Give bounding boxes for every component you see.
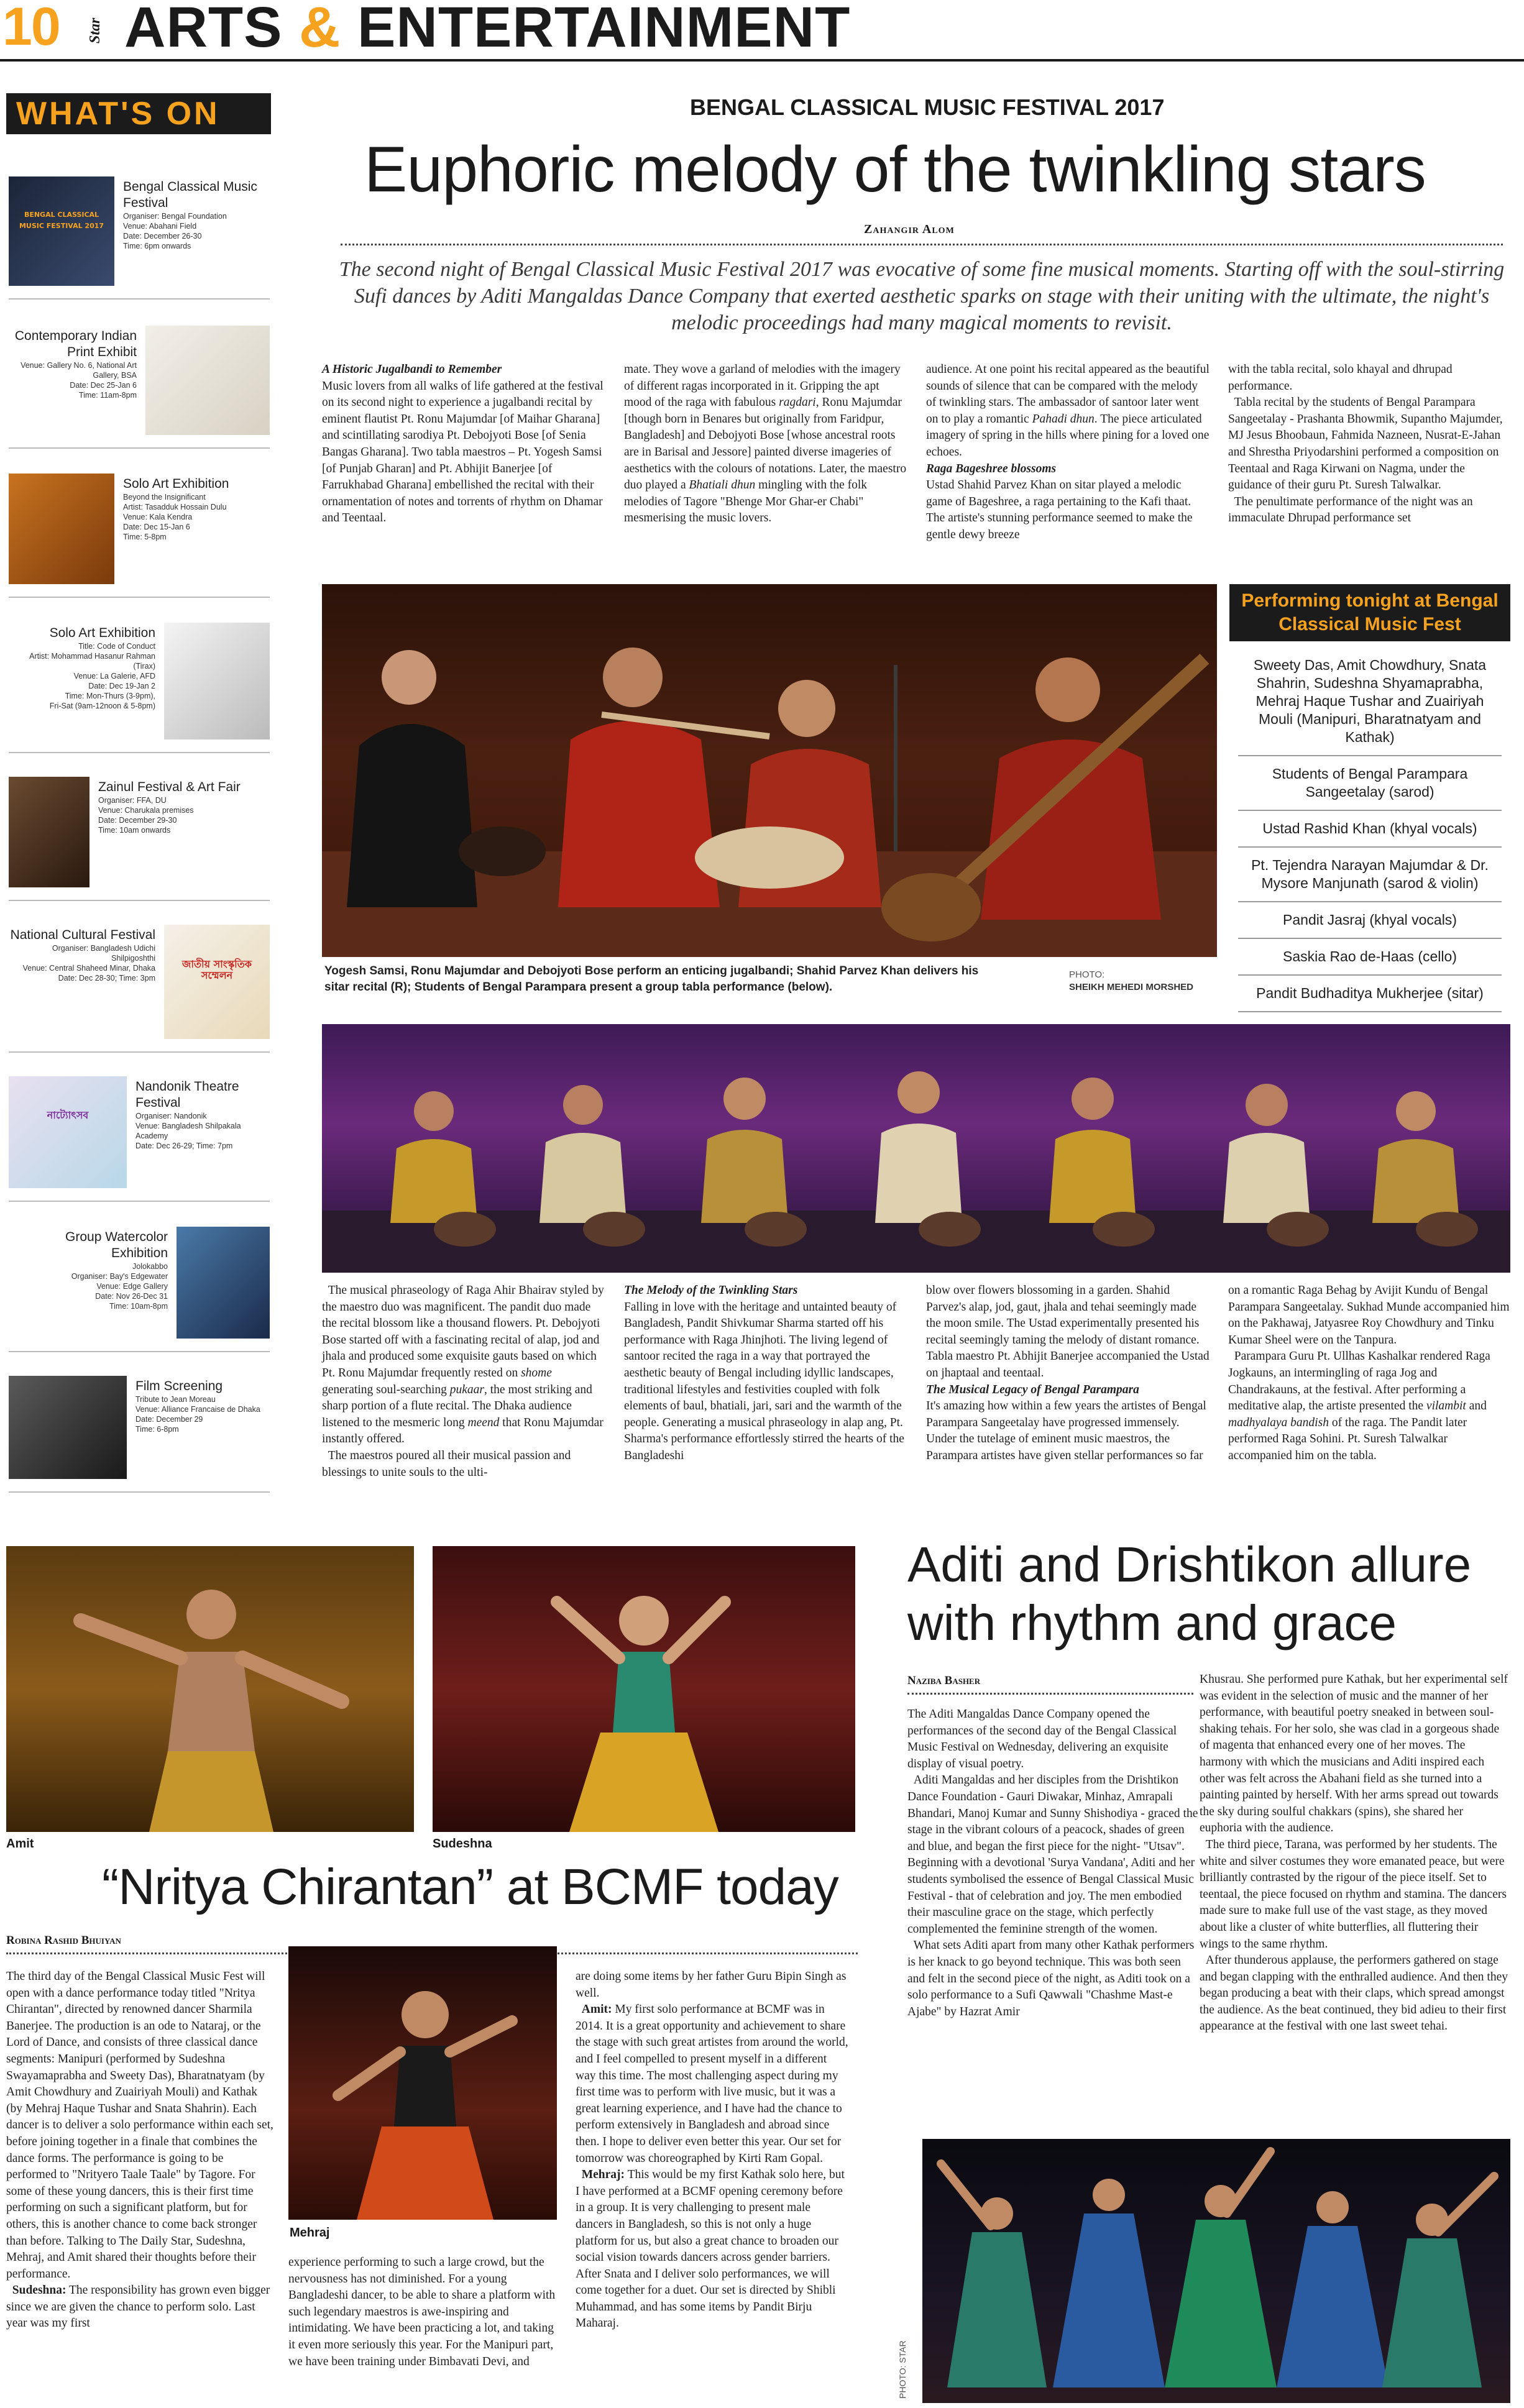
mehraj-photo <box>288 1946 557 2220</box>
performer-entry: Students of Bengal Parampara Sangeetalay (sarod) <box>1238 756 1502 811</box>
masthead-rule <box>0 59 1524 62</box>
article3-rule <box>907 1693 1193 1695</box>
event-detail: Date: Dec 15-Jan 6 <box>123 523 190 531</box>
article3-headline-line1: Aditi and Drishtikon allure <box>907 1537 1472 1592</box>
event-detail: Organiser: Nandonik <box>135 1112 207 1120</box>
event-detail: Date: Dec 26-29; Time: 7pm <box>135 1142 233 1150</box>
whats-on-item <box>9 768 270 901</box>
photo-credit: SHEIKH MEHEDI MORSHED <box>1069 982 1194 992</box>
event-title: Nandonik Theatre Festival <box>135 1079 239 1110</box>
article2-col2: experience performing to such a large crowd, but the nervousness has not diminished. For a young Bangladeshi dancer, to be able to share a platform with such legendary maestros is awe-inspiring and intimidating. We have been practicing a lot, and taking it even more seriously this year. For the Manipuri part, we have been training under Bimbavati Devi, and <box>288 2256 556 2368</box>
event-detail: Artist: Mohammad Hasanur Rahman (Tirax) <box>29 652 155 671</box>
whats-on-item <box>9 317 270 449</box>
event-thumbnail <box>164 925 270 1039</box>
article2-col1: The third day of the Bengal Classical Music Fest will open with a dance performance today titled "Nritya Chirantan", directed by renowned dancer Sharmila Banerjee. The production is an ode to Nataraj, or the Lord of Dance, and consists of three classical dance segments: Manipuri (performed by Sudeshna Swayamaprabha and Sweety Das), Bharatnatyam (by Amit Chowdhury and Zuairiyah Mouli) and Kathak (by Mehraj Haque Tushar and Snata Shahrin). Each dancer is to deliver a solo performance within each set, before joining together in a finale that combines the dance forms. The performance is going to be performed to "Nrityero Taale Taale" by Tagore. For some of these young dancers, this is their first time performing on such a significant platform, but for others, this is another chance to come back stronger than before. Talking to The Daily Star, Sudeshna, Mehraj, and Amit shared their thoughts before their performance. Sudeshna: The responsibility has grown even bigger since we are given the chance to perform solo. Last year was my first <box>6 1970 273 2330</box>
article3-headline-line2: with rhythm and grace <box>907 1595 1397 1650</box>
performer-entry: Saskia Rao de-Haas (cello) <box>1238 939 1502 976</box>
event-text <box>123 476 270 542</box>
whats-on-item <box>9 916 270 1053</box>
event-detail: Venue: Abahani Field <box>123 222 197 231</box>
event-detail: Fri-Sat (9am-12noon & 5-8pm) <box>49 702 155 710</box>
whats-on-item <box>9 1068 270 1202</box>
performing-tonight-list <box>1229 641 1510 1012</box>
event-detail: Jolokabbo <box>132 1262 168 1271</box>
event-detail: Title: Code of Conduct <box>78 642 155 651</box>
sudeshna-dancer-illustration <box>433 1546 855 1832</box>
event-text <box>135 1378 270 1434</box>
article3-col2: Khusrau. She performed pure Kathak, but her experimental self was evident in the selection of music and the manner of her performance, with beautiful poetry sneaked in between soul-shaking tehais. For her solo, she was clad in a gorgeous shade of magenta that enhanced every one of her moves. The harmony with which the musicians and Aditi inspired each other was felt across the Abahani field as she turned into a painting painted by herself. With her arms spread out towards the sky during soulful chakkars (spins), she shared her euphoria with the audience. The third piece, Tarana, was performed by her students. The white and silver costumes they wore emanated peace, but were brilliantly contrasted by the rigour of the piece itself. Set to teentaal, the piece focused on rhythm and stamina. The dancers made sure to make full use of the vast stage, as they moved about like a cluster of white butterflies, all fluttering their wings to the same rhythm. After thunderous applause, the performers gathered on stage and began clapping with the enthralled audience. And then they began producing a beat with their claps, which spread amongst the audience. As the beat continued, they bid adieu to their first appearance at the festival with one last sweet tehai. <box>1200 1673 1508 2033</box>
poster-text: BENGAL CLASSICAL MUSIC FESTIVAL 2017 <box>19 210 104 230</box>
aditi-dancers-illustration <box>922 2139 1510 2403</box>
event-detail: Tribute to Jean Moreau <box>135 1395 216 1404</box>
event-detail: Date: Dec 25-Jan 6 <box>70 381 137 390</box>
performer-entry: Pandit Budhaditya Mukherjee (sitar) <box>1238 976 1502 1012</box>
event-detail: Time: 11am-8pm <box>78 391 137 400</box>
article1-bottom-column: The musical phraseology of Raga Ahir Bhairav styled by the maestro duo was magnificent. The pandit duo made the recital blossom like a thousand flowers. Pt. Debojyoti Bose started off with a fascinating recital of alap, jod and jhala and produced some exquisite gauts based on which Pt. Ronu Majumdar frequently rested on shome generating soul-searching pukaar, the most striking and sharp portion of a flute recital. The Dhaka audience listened to the mesmeric long meend that Ronu Majumdar instantly offered. The maestros poured all their musical passion and blessings to unite souls to the ulti- <box>322 1284 604 1479</box>
event-detail: Date: Dec 19-Jan 2 <box>88 682 155 690</box>
article3-byline: Naziba Basher <box>907 1674 981 1687</box>
photo-credit-label: PHOTO: <box>1069 969 1105 980</box>
event-detail: Organiser: Bay's Edgewater <box>71 1272 168 1281</box>
student-group <box>390 1071 1459 1223</box>
musician-head <box>1035 657 1100 722</box>
article1-top-column: A Historic Jugalbandi to Remember Music lovers from all walks of life gathered at the festival on its second night to experience a jugalbandi recital by eminent flautist Pt. Ronu Majumdar [of Maihar Gharana] and scintillating sarodiya Pt. Debojyoti Bose [of Senia Bangas Gharana]. Two tabla maestros – Pt. Yogesh Samsi [of Punjab Gharan] and Pt. Abhijit Banerjee [of Farrukhabad Gharana] embellished the recital with their ornamentation of notes and torrents of rhythm on Dhamar and Teentaal. <box>322 363 604 525</box>
event-detail: Organiser: FFA, DU <box>98 796 167 805</box>
event-detail: Date: Nov 26-Dec 31 <box>95 1292 168 1301</box>
section-title: ARTS & ENTERTAINMENT <box>124 0 851 59</box>
sudeshna-photo <box>433 1546 855 1832</box>
poster-text: নাট্যোৎসব <box>47 1109 89 1121</box>
article1-rule <box>341 244 1503 245</box>
event-detail: Organiser: Bengal Foundation <box>123 212 227 221</box>
whats-on-item <box>9 168 270 300</box>
article2-headline: “Nritya Chirantan” at BCMF today <box>102 1859 838 1915</box>
performer-entry: Sweety Das, Amit Chowdhury, Snata Shahrin, Sudeshna Shyamaprabha, Mehraj Haque Tushar and Zuairiyah Mouli (Manipuri, Bharatnatyam and Kathak) <box>1238 648 1502 756</box>
musician-head <box>382 650 436 705</box>
mehraj-label: Mehraj <box>290 2226 330 2240</box>
event-title: Bengal Classical Music Festival <box>123 180 257 210</box>
event-detail: Venue: Central Shaheed Minar, Dhaka <box>22 964 155 973</box>
sitar-gourd <box>881 873 981 941</box>
masthead <box>0 0 1524 60</box>
article1-kicker: BENGAL CLASSICAL MUSIC FESTIVAL 2017 <box>690 94 1165 120</box>
event-text <box>135 1079 270 1151</box>
event-title: Film Screening <box>135 1379 223 1393</box>
event-detail: Venue: Edge Gallery <box>96 1282 168 1291</box>
event-detail: Artist: Tasadduk Hossain Dulu <box>123 503 227 511</box>
whats-on-item <box>9 614 270 753</box>
event-title: Group Watercolor Exhibition <box>65 1230 168 1260</box>
event-thumbnail <box>9 1376 127 1479</box>
event-title: National Cultural Festival <box>10 928 155 942</box>
event-thumbnail <box>145 326 270 435</box>
poster-text: জাতীয় সাংস্কৃতিক সম্মেলন <box>182 958 252 982</box>
microphone-stand <box>894 665 897 851</box>
event-text <box>123 179 270 251</box>
article1-byline: Zahangir Alom <box>864 222 955 236</box>
event-detail: Time: 6-8pm <box>135 1425 179 1434</box>
event-title: Zainul Festival & Art Fair <box>98 780 241 794</box>
aditi-photo-credit: PHOTO: STAR <box>897 2340 907 2399</box>
aditi-dancers-photo <box>922 2139 1510 2403</box>
event-text <box>9 927 155 983</box>
article1-bottom-column: on a romantic Raga Behag by Avijit Kundu of Bengal Parampara Sangeetalay. Sukhad Munde accompanied him on the Pakhawaj, Jatyasree Roy Chowdhury and Tinku Kumar Sheel were on the Tanpura. Parampara Guru Pt. Ullhas Kashalkar rendered Raga Jogkauns, an intermingling of raga Jog and Chandrakauns, at the festival. After performing a meditative alap, the artiste presented the vilambit and madhyalaya bandish of the raga. The Pandit later performed Raga Sohini. Pt. Suresh Talwalkar accompanied him on the tabla. <box>1228 1284 1510 1462</box>
musician-body <box>981 739 1161 920</box>
event-detail: Date: December 29-30 <box>98 816 177 825</box>
event-title: Solo Art Exhibition <box>49 626 155 640</box>
event-detail: Beyond the Insignificant <box>123 493 206 501</box>
event-thumbnail <box>9 474 114 584</box>
performer-entry: Pandit Jasraj (khyal vocals) <box>1238 902 1502 939</box>
article2-col3: are doing some items by her father Guru Bipin Singh as well. Amit: My first solo performance at BCMF was in 2014. It is a great opportunity and achievement to share the stage with such great artistes from around the world, and I feel compelled to present myself in a different way this time. The most challenging aspect during my first time was to perform with live music, but it was a great learning experience, and I have had the chance to perform extensively in Bangladesh and abroad since then. I hope to deliver even better this year. Our set for tomorrow was choreographed by Kirti Ram Gopal. Mehraj: This would be my first Kathak solo here, but I have performed at a BCMF opening ceremony before in a group. It is very challenging to present male dancers in Bangladesh, so this is not only a huge platform for us, but also a great chance to broaden our social vision towards dancers across gender barriers. After Snata and I deliver solo performances, we will come together for a duet. Our set is directed by Shibli Muhammad, and has some items by Pandit Birju Maharaj. <box>576 1970 848 2330</box>
event-detail: Time: 10am-8pm <box>109 1302 168 1311</box>
page-number: 10 <box>2 0 60 57</box>
event-detail: Time: 6pm onwards <box>123 242 191 250</box>
event-title: Solo Art Exhibition <box>123 477 229 491</box>
mehraj-dancer-illustration <box>288 1946 557 2220</box>
tabla-students-illustration <box>322 1024 1510 1273</box>
event-thumbnail <box>9 176 114 286</box>
jugalbandi-illustration <box>322 584 1217 957</box>
tabla-students-photo <box>322 1024 1510 1273</box>
event-text <box>98 779 270 835</box>
event-detail: Time: 10am onwards <box>98 826 171 835</box>
event-detail: Venue: Kala Kendra <box>123 513 193 521</box>
article1-top-column: with the tabla recital, solo khayal and dhrupad performance. Tabla recital by the students of Bengal Parampara Sangeetalay - Prashanta Bhowmik, Supantho Majumder, MJ Jesus Bhoobaun, Fahmida Nazneen, Nusrat-E-Jahan and Shrestha Priyodarshini performed a composition on Teentaal and Raga Kirwani on Nagma, under the guidance of their guru Pt. Suresh Talwalkar. The penultimate performance of the night was an immaculate Dhrupad performance set <box>1228 363 1503 525</box>
whats-on-heading: WHAT'S ON <box>6 93 271 134</box>
event-detail: Venue: Gallery No. 6, National Art Gallery, BSA <box>21 361 137 380</box>
performing-tonight-title: Performing tonight at Bengal Classical Music Fest <box>1229 584 1510 641</box>
performing-tonight-panel <box>1229 584 1510 1001</box>
sarod <box>695 826 844 889</box>
article1-headline: Euphoric melody of the twinkling stars <box>364 134 1426 206</box>
event-detail: Date: December 29 <box>135 1415 203 1424</box>
whats-on-item <box>9 1367 270 1493</box>
article3-col1: The Aditi Mangaldas Dance Company opened the performances of the second day of the Bengal Classical Music Festival on Wednesday, delivering an exquisite display of visual poetry. Aditi Mangaldas and her disciples from the Drishtikon Dance Foundation - Gauri Diwakar, Minhaz, Amrapali Bhandari, Manoj Kumar and Sunny Shishodiya - graced the stage in the vibrant colours of a peacock, shades of green and blue, and began the first piece for the night- "Utsav". Beginning with a devotional 'Surya Vandana', Aditi and her students symbolised the essence of Bengal Classical Music Festival - that of celebration and joy. The men embodied their masculine grace on the stage, which perfectly complemented the feminine strength of the women. What sets Aditi apart from many other Kathak performers is her knack to go beyond technique. This was both seen and felt in the second piece of the night, as Aditi took on a solo performance to a Sufi Qawwali "Chashme Mast-e Ajabe" by Hazrat Amir <box>907 1708 1198 2018</box>
event-detail: Date: Dec 28-30; Time: 3pm <box>58 974 155 982</box>
event-detail: Time: Mon-Thurs (3-9pm), <box>65 692 155 700</box>
jugalbandi-photo <box>322 584 1217 957</box>
article1-standfirst: The second night of Bengal Classical Music Festival 2017 was evocative of some fine musical moments. Starting off with the soul-stirring Sufi dances by Aditi Mangaldas Dance Company that exerted aesthetic sparks on stage with their uniting with the ultimate, the night's melodic proceedings had many magical moments to revisit. <box>339 258 1505 334</box>
article1-bottom-column: The Melody of the Twinkling Stars Falling in love with the heritage and untainted beauty of Bangladesh, Pandit Shivkumar Sharma started off his performance with Raga Jhinjhoti. The living legend of santoor recited the raga in a way that portrayed the aesthetic beauty of Bengal including idyllic landscapes, traditional lifestyles and festivities coupled with folk elements of baul, bhatiali, jari, sari and the warmth of the people. Generating a musical phraseology in alap ang, Pt. Sharma's performance effortlessly stirred the hearts of the Bangladeshi <box>624 1284 904 1462</box>
musician-head <box>603 648 663 707</box>
musician-body <box>347 724 477 907</box>
article2-byline: Robina Rashid Bhuiyan <box>6 1934 121 1947</box>
amit-photo <box>6 1546 414 1832</box>
event-detail: Venue: La Galerie, AFD <box>73 672 155 680</box>
event-text <box>9 328 137 400</box>
article1-bottom-column: blow over flowers blossoming in a garden. Shahid Parvez's alap, jod, gaut, jhala and tehai seemingly made the moon smile. The Ustad experimentally presented his recital seemingly taming the melody of distant romance. Tabla maestro Pt. Abhijit Banerjee accompanied the Ustad on jhaptaal and teentaal. The Musical Legacy of Bengal Parampara It's amazing how within a few years the artistes of Bengal Parampara Sangeetalay have progressed immensely. Under the tutelage of eminent music maestros, the Parampara artistes have given stellar performances so far <box>926 1284 1210 1462</box>
whats-on-item <box>9 1218 270 1352</box>
event-title: Contemporary Indian Print Exhibit <box>14 329 137 359</box>
event-thumbnail <box>9 777 90 887</box>
sudeshna-label: Sudeshna <box>433 1837 492 1851</box>
event-thumbnail <box>177 1227 270 1339</box>
event-detail: Venue: Bangladesh Shilpakala Academy <box>135 1122 241 1140</box>
event-detail: Venue: Alliance Francaise de Dhaka <box>135 1405 260 1414</box>
article1-top-column: mate. They wove a garland of melodies with the imagery of different ragas incorporated in it. Gripping the apt mood of the raga with fabulous ragdari, Ronu Majumdar [though born in Benares but originally from Faridpur, Bangladesh] and Debojyoti Bose [whose ancestral roots are in Barisal and Jessore] painted diverse imageries of aesthetics with the colours of notations. Later, the maestro duo played a Bhatiali dhun mingling with the folk melodies of Tagore "Bhenge Mor Ghar-er Chabi" mesmerising the music lovers. <box>624 363 907 525</box>
tabla <box>459 826 546 876</box>
event-thumbnail <box>9 1076 127 1188</box>
photo-caption: Yogesh Samsi, Ronu Majumdar and Debojyoti Bose perform an enticing jugalbandi; Shahid Parvez Khan delivers his sitar recital (R); Students of Bengal Parampara present a group tabla performance (below). <box>324 964 979 994</box>
amit-label: Amit <box>6 1837 34 1851</box>
performer-entry: Pt. Tejendra Narayan Majumdar & Dr. Mysore Manjunath (sarod & violin) <box>1238 848 1502 902</box>
whats-on-item <box>9 465 270 598</box>
paper-logo: Star <box>87 17 103 43</box>
musician-body <box>558 721 720 907</box>
musician-head <box>778 680 835 737</box>
event-thumbnail <box>164 623 270 739</box>
event-detail: Time: 5-8pm <box>123 533 167 541</box>
event-text <box>9 625 155 711</box>
article1-top-column: audience. At one point his recital appeared as the beautiful sounds of silence that can be compared with the melody of twinkling stars. The ambassador of santoor later went on to play a romantic Pahadi dhun. The piece articulated imagery of spring in the hills where pining for a loved one echoes. Raga Bageshree blossoms Ustad Shahid Parvez Khan on sitar played a melodic game of Bageshree, a raga pertaining to the Kafi thaat. The artiste's stunning performance seemed to make the gentle dewy breeze <box>926 363 1210 541</box>
performer-entry: Ustad Rashid Khan (khyal vocals) <box>1238 811 1502 848</box>
event-detail: Organiser: Bangladesh Udichi Shilpigoshthi <box>52 944 155 963</box>
event-detail: Date: December 26-30 <box>123 232 202 240</box>
amit-dancer-illustration <box>6 1546 414 1832</box>
event-detail: Venue: Charukala premises <box>98 806 194 815</box>
event-text <box>9 1229 168 1311</box>
